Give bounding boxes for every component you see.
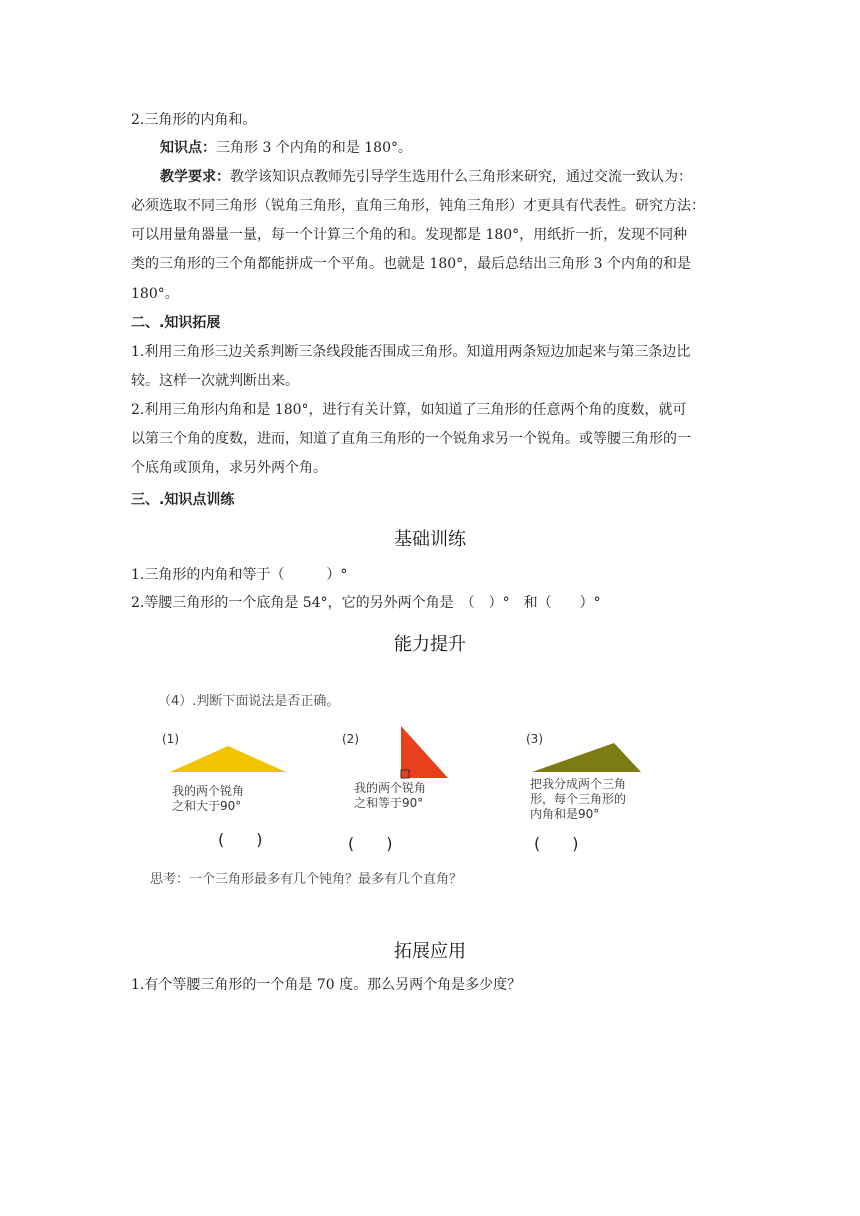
figure-title: （4）.判断下面说法是否正确。 xyxy=(158,694,340,709)
requirement-line-4: 类的三角形的三个角都能拼成一个平角。也就是 180°，最后总结出三角形 3 个内角的和是 xyxy=(131,256,691,272)
requirement-line-1 xyxy=(160,167,692,187)
knowledge-text: 三角形 3 个内角的和是 180°。 xyxy=(216,140,412,156)
item-3-statement xyxy=(530,777,626,822)
item-1-number: (1) xyxy=(162,732,179,746)
ability-title: 能力提升 xyxy=(394,634,466,655)
think-question: 思考：一个三角形最多有几个钝角？最多有几个直角？ xyxy=(150,872,463,887)
item-3-line-2: 形，每个三角形的 xyxy=(530,792,627,806)
item-3-answer-blank: ( ) xyxy=(534,834,579,853)
item-1-line-2: 之和大于90° xyxy=(172,799,242,813)
training-heading: 三、.知识点训练 xyxy=(131,492,235,508)
item-2-line-1: 我的两个锐角 xyxy=(354,781,427,795)
item-3-line-1: 把我分成两个三角 xyxy=(530,777,627,791)
extension-item-1-line-2: 较。这样一次就判断出来。 xyxy=(131,373,299,389)
extension-item-2-line-1: 2.利用三角形内角和是 180°，进行有关计算，如知道了三角形的任意两个角的度数，就可 xyxy=(131,402,687,418)
item-2-answer-blank: ( ) xyxy=(348,834,393,853)
item-2-title: 2.三角形的内角和。 xyxy=(131,112,257,128)
triangle-judgement-figure xyxy=(140,684,680,894)
knowledge-label: 知识点： xyxy=(160,140,216,156)
extension-item-2-line-2: 以第三个角的度数，进而，知道了直角三角形的一个锐角求另一个锐角。或等腰三角形的一 xyxy=(131,431,691,447)
requirement-text-1: 教学该知识点教师先引导学生选用什么三角形来研究，通过交流一致认为： xyxy=(230,169,692,185)
extension-item-2-line-3: 个底角或顶角，求另外两个角。 xyxy=(131,460,327,476)
triangle-3-shape xyxy=(532,743,641,772)
requirement-label: 教学要求： xyxy=(160,169,230,185)
basic-question-2: 2.等腰三角形的一个底角是 54°，它的另外两个角是 （ ）° 和（ ）° xyxy=(131,595,601,611)
item-2-line-2: 之和等于90° xyxy=(354,796,424,810)
requirement-line-5: 180°。 xyxy=(131,286,179,302)
obtuse-triangle-shape xyxy=(170,746,286,772)
item-1-answer-blank: ( ) xyxy=(218,830,263,849)
item-3-line-3: 内角和是90° xyxy=(530,807,600,821)
apply-question-1: 1.有个等腰三角形的一个角是 70 度。那么另两个角是多少度？ xyxy=(131,977,522,993)
requirement-line-3: 可以用量角器量一量，每一个计算三个角的和。发现都是 180°，用纸折一折，发现不同种 xyxy=(131,227,688,243)
extension-heading: 二、.知识拓展 xyxy=(131,315,221,331)
item-3-number: (3) xyxy=(526,732,543,746)
requirement-line-2: 必须选取不同三角形（锐角三角形，直角三角形，钝角三角形）才更具有代表性。研究方法： xyxy=(131,198,705,214)
item-1-line-1: 我的两个锐角 xyxy=(172,784,245,798)
basic-question-1: 1.三角形的内角和等于（ ）° xyxy=(131,567,348,583)
extension-item-1-line-1: 1.利用三角形三边关系判断三条线段能否围成三角形。知道用两条短边加起来与第三条边比 xyxy=(131,344,691,360)
item-1-statement xyxy=(172,784,244,814)
knowledge-point xyxy=(160,138,412,158)
item-2-number: (2) xyxy=(342,732,359,746)
basic-training-title: 基础训练 xyxy=(394,529,466,550)
item-2-statement xyxy=(354,781,426,811)
apply-title: 拓展应用 xyxy=(394,941,466,962)
